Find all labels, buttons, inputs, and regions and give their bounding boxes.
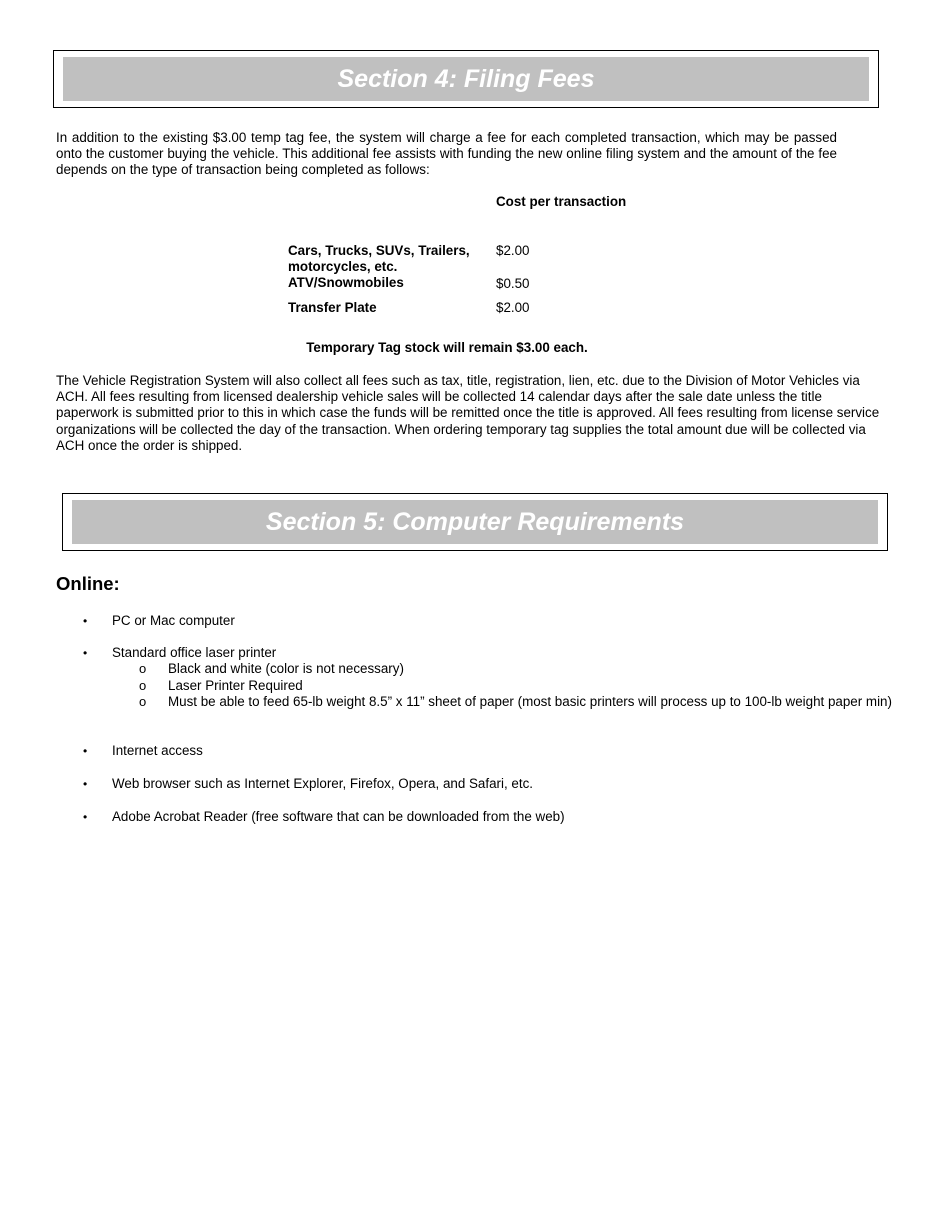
section-5-title: Section 5: Computer Requirements	[72, 500, 878, 544]
printer-subitem-black-white: Black and white (color is not necessary)	[168, 661, 404, 676]
fee-label-atv-snowmobiles: ATV/Snowmobiles	[288, 275, 404, 290]
bullet-glyph: •	[83, 810, 88, 824]
requirement-item-printer: Standard office laser printer	[112, 645, 277, 660]
fee-value-atv-snowmobiles: $0.50	[496, 276, 530, 291]
fee-value-transfer-plate: $2.00	[496, 300, 530, 315]
filing-fees-intro: In addition to the existing $3.00 temp tag fee, the system will charge a fee for each completed transaction, which may be passed onto the customer buying the vehicle. This additional fee assists with funding the new online filing system and the amount of the fee depends on the type of transaction being completed as follows:	[56, 130, 837, 178]
requirement-item-computer: PC or Mac computer	[112, 613, 235, 628]
online-heading: Online:	[56, 573, 120, 594]
bullet-glyph: •	[83, 777, 88, 791]
sub-bullet-glyph: o	[139, 694, 147, 709]
bullet-glyph: •	[83, 646, 88, 660]
fee-collection-paragraph: The Vehicle Registration System will also collect all fees such as tax, title, registration, lien, etc. due to the Division of Motor Vehicles via ACH. All fees resulting from licensed dealership vehicle sales will be collected 14 calendar days after the sale date unless the title paperwork is submitted prior to this in which case the funds will be remitted once the title is approved. All fees resulting from license service organizations will be collected the day of the transaction. When ordering temporary tag supplies the total amount due will be collected via ACH once the order is shipped.	[56, 373, 880, 453]
printer-subitem-laser-required: Laser Printer Required	[168, 678, 303, 693]
requirement-item-acrobat: Adobe Acrobat Reader (free software that can be downloaded from the web)	[112, 809, 565, 824]
temp-tag-note: Temporary Tag stock will remain $3.00 each.	[306, 340, 588, 355]
sub-bullet-glyph: o	[139, 661, 147, 676]
section-4-title: Section 4: Filing Fees	[63, 57, 869, 101]
fee-label-transfer-plate: Transfer Plate	[288, 300, 377, 315]
fee-value-cars-trucks: $2.00	[496, 243, 530, 258]
printer-subitem-paper-weight: Must be able to feed 65-lb weight 8.5” x 11” sheet of paper (most basic printers will process up to 100-lb weight paper min)	[168, 694, 892, 709]
cost-per-transaction-header: Cost per transaction	[496, 194, 627, 209]
sub-bullet-glyph: o	[139, 678, 147, 693]
requirement-item-browser: Web browser such as Internet Explorer, Firefox, Opera, and Safari, etc.	[112, 776, 534, 791]
bullet-glyph: •	[83, 744, 88, 758]
requirement-item-internet: Internet access	[112, 743, 203, 758]
fee-label-cars-trucks: Cars, Trucks, SUVs, Trailers, motorcycles, etc.	[288, 243, 470, 275]
bullet-glyph: •	[83, 614, 88, 628]
